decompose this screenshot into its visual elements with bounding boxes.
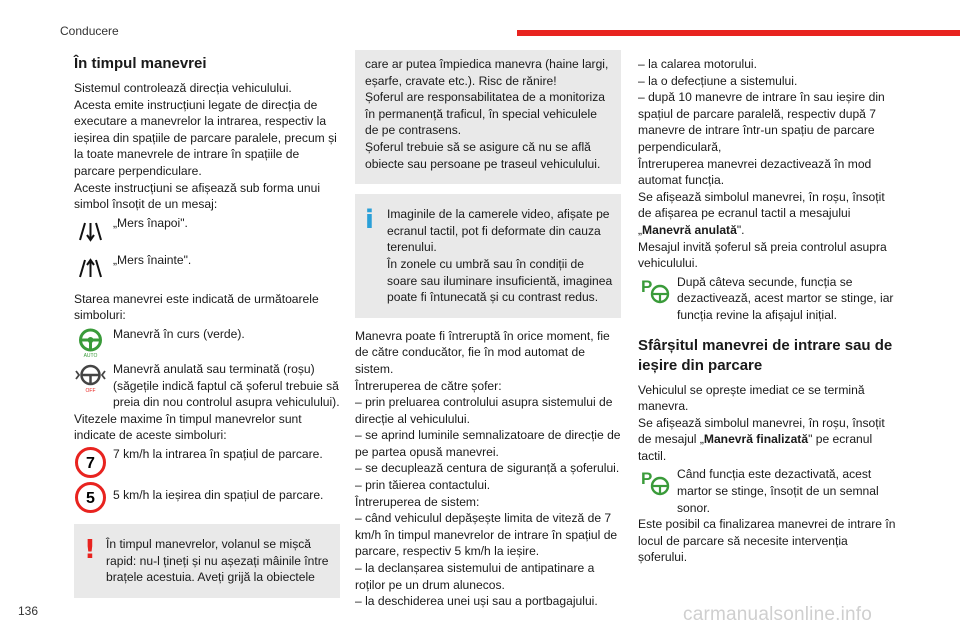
cancelled-message-bold: Manevră anulată: [642, 222, 737, 237]
end-after-text: " pe ecranul tactil.: [638, 432, 873, 463]
speed-limit-7-icon: [74, 446, 107, 479]
column-2: [355, 50, 621, 610]
warning-box: [74, 524, 340, 598]
final-text: Este posibil ca finalizarea manevrei de intrare în locul de parcare să necesite intervenția șoferului.: [638, 517, 896, 565]
info-text: Imaginile de la camerele video, afișate pe ecranul tactil, pot fi deformate din cauza terenului. În zonele cu umbră sau în condiții de soare sau iluminare insuficientă, imaginea poate fi întunecată și cu contrast redus.: [387, 207, 613, 305]
info-box: [355, 194, 621, 318]
system-interruptions: – la calarea motorului. – la o defecțiune a sistemului. – după 10 manevre de intrare în sau ieșire din spațiul de parcare paralelă, respectiv după 7 manevre de intrare într-un spațiu de parcare perpendiculară, Întreruperea manevrei dezactivează în mod automat funcția. Se afișează simbolul manevrei, în roșu, însoțit de afișarea pe ecranul tactil a mesajului: [638, 57, 885, 221]
end-intro-text: Vehiculul se oprește imediat ce se termină manevra. Se afișează simbolul manevrei, în roșu, însoțit de mesajul „: [638, 382, 885, 447]
off-label: Manevră anulată sau terminată (roșu) (săgețile indică faptul că șoferul trebuie să preia din nou controlul asupra vehiculului).: [113, 361, 340, 410]
header-accent-bar: [517, 30, 960, 36]
steering-off-icon: [74, 361, 107, 394]
p-indicator-text-2: Când funcția este dezactivată, acest martor se stinge, însoțit de un semnal sonor.: [677, 467, 879, 515]
column-1: [74, 54, 340, 598]
speed-5-row: [74, 481, 340, 514]
state-intro: Starea manevrei este indicată de următoarele simboluri:: [74, 291, 319, 323]
p-indicator-row-1: [638, 274, 900, 324]
forward-instruction: [74, 252, 340, 285]
speed-7-label: 7 km/h la intrarea în spațiul de parcare.: [113, 446, 323, 461]
reverse-arrow-icon: [74, 215, 107, 248]
end-intro: [638, 382, 900, 465]
quote-open: „: [638, 222, 643, 237]
running-header: Conducere: [60, 24, 119, 38]
svg-text:P: P: [641, 469, 653, 489]
park-assist-indicator-icon: [638, 274, 671, 307]
back-instruction: [74, 215, 340, 248]
auto-label: Manevră în curs (verde).: [113, 326, 245, 341]
park-assist-indicator-icon: [638, 466, 671, 499]
forward-arrow-icon: [74, 252, 107, 285]
info-icon: i: [365, 205, 374, 236]
speed-limit-5-icon: [74, 481, 107, 514]
svg-text:P: P: [641, 276, 653, 296]
speed-5-value: 5: [86, 489, 95, 507]
speed-7-row: [74, 446, 340, 479]
forward-label: „Mers înainte".: [113, 252, 192, 267]
speed-5-label: 5 km/h la ieșirea din spațiul de parcare.: [113, 487, 324, 502]
quote-close: ".: [736, 222, 745, 237]
auto-state: [74, 326, 340, 359]
speed-7-value: 7: [86, 454, 95, 472]
warning-text: În timpul manevrelor, volanul se mișcă rapid: nu-l țineți și nu așezați mâinile între brațele acestuia. Aveți grijă la obiectele: [106, 536, 329, 585]
end-section-heading: Sfârșitul manevrei de intrare sau de ieșire din parcare: [638, 336, 893, 374]
watermark: carmanualsonline.info: [683, 604, 873, 625]
cancelled-message: [638, 222, 900, 239]
back-label: „Mers înapoi".: [113, 215, 188, 230]
warning-icon: !: [84, 534, 96, 565]
intro-paragraph: Sistemul controlează direcția vehiculului. Acesta emite instrucțiuni legate de direcția de executare a manevrelor la intrarea, respectiv la ieșirea din spațiile de parcare paralele, precum și la toate manevrele de intrare în spațiile de parcare perpendiculare. Aceste instrucțiuni se afișează sub forma unui simbol însoțit de un mesaj:: [74, 81, 337, 212]
warning-continued-text: care ar putea împiedica manevra (haine largi, eșarfe, cravate etc.). Risc de rănire! Șoferul are responsabilitatea de a monitoriza în permanență traficul, în special vehiculele de pe contrasens. Șoferul trebuie să se asigure că nu se află obiecte sau persoane pe traseul vehiculului.: [365, 57, 609, 171]
steering-auto-icon: [74, 326, 107, 359]
off-state: [74, 361, 340, 411]
section-heading: În timpul manevrei: [74, 55, 207, 72]
off-icon-text: OFF: [85, 387, 96, 394]
p-indicator-text-1: După câteva secunde, funcția se dezactivează, acest martor se stinge, iar funcția revine la afișajul inițial.: [677, 274, 894, 322]
page-number: 136: [18, 604, 39, 618]
p-indicator-row-2: [638, 466, 900, 516]
take-control-text: Mesajul invită șoferul să preia controlul asupra vehiculului.: [638, 239, 887, 271]
speed-intro: Vitezele maxime în timpul manevrelor sunt indicate de aceste simboluri:: [74, 411, 302, 443]
interruption-body: Manevra poate fi întreruptă în orice moment, fie de către conducător, fie în mod automat de sistem. Întreruperea de către șofer: – prin preluarea controlului asupra sistemului de direcție al vehiculului. – se aprind luminile semnalizatoare de direcție de pe partea opusă manevrei. – se decuplează centura de siguranță a șoferului. – prin tăierea contactului. Întreruperea de sistem: – când vehiculul depășește limita de viteză de 7 km/h în timpul manevrelor de intrare în spațiul de parcare, respectiv 5 km/h la ieșire. – la declanșarea sistemului de antipatinare a roților pe un drum alunecos. – la deschiderea unei uși sau a portbagajului.: [355, 328, 621, 609]
auto-icon-text: AUTO: [83, 352, 98, 359]
column-3: [638, 56, 900, 566]
finalized-message-bold: Manevră finalizată: [703, 432, 809, 447]
warning-box-continued: [355, 50, 621, 184]
